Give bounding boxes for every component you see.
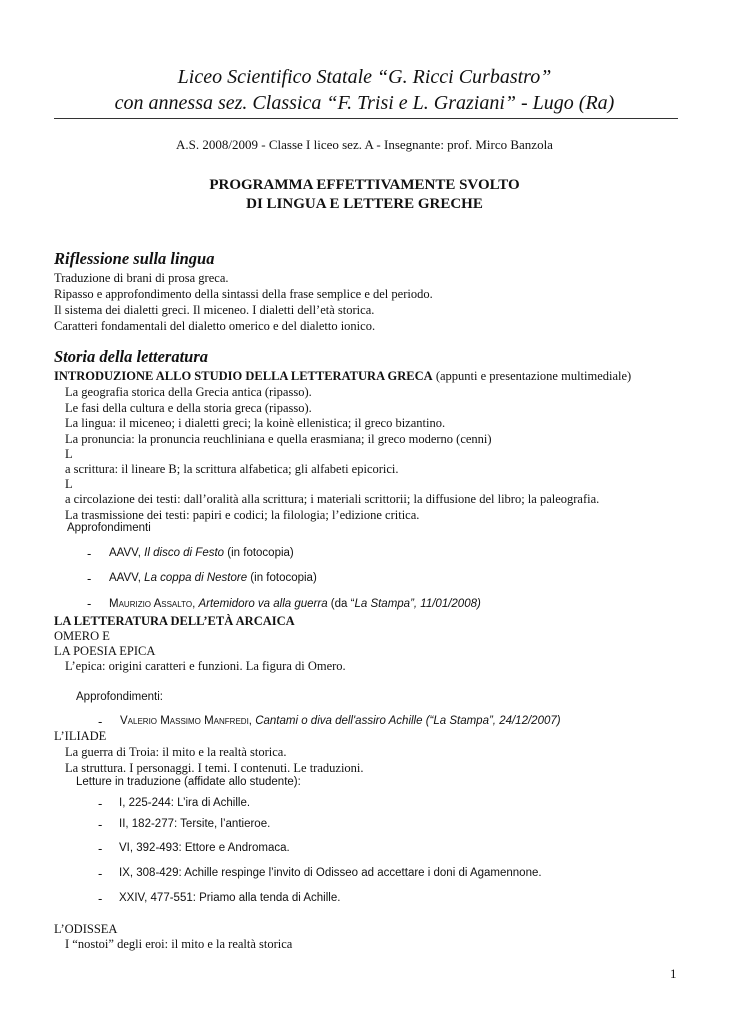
approf-author: Valerio Massimo Manfredi	[120, 715, 249, 727]
section-heading-riflessione: Riflessione sulla lingua	[54, 249, 215, 268]
list-dash: -	[87, 571, 92, 586]
poesia-epica-heading: LA POESIA EPICA	[54, 644, 156, 658]
iliade-line: La struttura. I personaggi. I temi. I contenuti. Le traduzioni.	[65, 761, 364, 775]
epica-line: L’epica: origini caratteri e funzioni. La figura di Omero.	[65, 659, 346, 673]
lettura-item: I, 225-244: L’ira di Achille.	[119, 797, 251, 809]
approf-author: AAVV,	[109, 547, 145, 559]
approfondimenti-label-2: Approfondimenti:	[76, 691, 163, 703]
riflessione-line: Caratteri fondamentali del dialetto omerico e del dialetto ionico.	[54, 319, 376, 333]
list-dash: -	[98, 866, 103, 881]
approf-author: Maurizio Assalto	[109, 598, 193, 610]
lettura-item: II, 182-277: Tersite, l’antieroe.	[119, 818, 271, 830]
list-dash: -	[98, 841, 103, 856]
iliade-line: La guerra di Troia: il mito e la realtà storica.	[65, 745, 287, 759]
intro-line: La lingua: il miceneo; i dialetti greci; la koinè ellenistica; il greco bizantino.	[65, 416, 446, 430]
approfondimento-item	[109, 547, 294, 559]
school-name: Liceo Scientifico Statale “G. Ricci Curbastro”	[177, 66, 552, 88]
intro-line: La pronuncia: la pronuncia reuchliniana e quella erasmiana; il greco moderno (cenni)	[65, 432, 492, 446]
section-heading-storia: Storia della letteratura	[54, 347, 209, 366]
odissea-heading: L’ODISSEA	[54, 922, 118, 936]
list-dash: -	[98, 891, 103, 906]
riflessione-line: Ripasso e approfondimento della sintassi della frase semplice e del periodo.	[54, 287, 433, 301]
lettura-item: IX, 308-429: Achille respinge l’invito di Odisseo ad accettare i doni di Agamennone.	[119, 867, 542, 879]
approf-author: AAVV,	[109, 572, 145, 584]
intro-line: L	[65, 447, 73, 461]
intro-line: a scrittura: il lineare B; la scrittura alfabetica; gli alfabeti epicorici.	[65, 462, 399, 476]
course-info: A.S. 2008/2009 - Classe I liceo sez. A - Insegnante: prof. Mirco Banzola	[176, 137, 553, 152]
intro-heading-bold: INTRODUZIONE ALLO STUDIO DELLA LETTERATURA GRECA	[54, 369, 433, 383]
arcaica-heading: LA LETTERATURA DELL’ETÀ ARCAICA	[54, 614, 295, 628]
header-rule	[54, 118, 678, 119]
list-dash: -	[87, 546, 92, 561]
odissea-line: I “nostoi” degli eroi: il mito e la realtà storica	[65, 937, 293, 951]
list-dash: -	[98, 796, 103, 811]
approf-title: Cantami o diva dell'assiro Achille (“La Stampa”, 24/12/2007)	[255, 715, 561, 727]
intro-heading	[54, 369, 631, 384]
approf-note: (in fotocopia)	[224, 547, 294, 559]
list-dash: -	[87, 596, 92, 611]
approf-source: La Stampa”, 11/01/2008)	[354, 598, 481, 610]
list-dash: -	[98, 714, 103, 729]
intro-line: La geografia storica della Grecia antica (ripasso).	[65, 385, 312, 399]
intro-line: Le fasi della cultura e della storia greca (ripasso).	[65, 401, 312, 415]
iliade-heading: L’ILIADE	[54, 729, 107, 743]
riflessione-line: Traduzione di brani di prosa greca.	[54, 271, 229, 285]
intro-line: La trasmissione dei testi: papiri e codici; la filologia; l’edizione critica.	[65, 508, 420, 522]
approf-note: (da “	[327, 598, 355, 610]
letture-label: Letture in traduzione (affidate allo studente):	[76, 776, 301, 788]
intro-line: L	[65, 477, 73, 491]
approfondimento-item: Valerio Massimo Manfredi, Cantami o diva dell'assiro Achille (“La Stampa”, 24/12/2007)	[120, 715, 561, 727]
approfondimento-item	[109, 572, 317, 584]
omero-heading: OMERO E	[54, 629, 110, 643]
approfondimenti-label: Approfondimenti	[67, 522, 151, 534]
approf-note: (in fotocopia)	[247, 572, 317, 584]
school-annex: con annessa sez. Classica “F. Trisi e L. Graziani” - Lugo (Ra)	[114, 92, 615, 114]
approf-title: La coppa di Nestore	[144, 572, 248, 584]
lettura-item: XXIV, 477-551: Priamo alla tenda di Achille.	[119, 892, 341, 904]
intro-line: a circolazione dei testi: dall’oralità alla scrittura; i materiali scrittorii; la diffusione del libro; la paleografia.	[65, 492, 600, 506]
riflessione-line: Il sistema dei dialetti greci. Il miceneo. I dialetti dell’età storica.	[54, 303, 375, 317]
approfondimento-item: Maurizio Assalto, Artemidoro va alla guerra (da “La Stampa”, 11/01/2008)	[109, 598, 481, 610]
approf-title: Artemidoro va alla guerra	[198, 598, 328, 610]
lettura-item: VI, 392-493: Ettore e Andromaca.	[119, 842, 290, 854]
approf-title: Il disco di Festo	[144, 547, 225, 559]
intro-heading-note: (appunti e presentazione multimediale)	[432, 369, 632, 383]
page-number: 1	[670, 966, 677, 981]
list-dash: -	[98, 817, 103, 832]
doc-title-line2: DI LINGUA E LETTERE GRECHE	[246, 196, 483, 212]
doc-title-line1: PROGRAMMA EFFETTIVAMENTE SVOLTO	[209, 177, 520, 193]
